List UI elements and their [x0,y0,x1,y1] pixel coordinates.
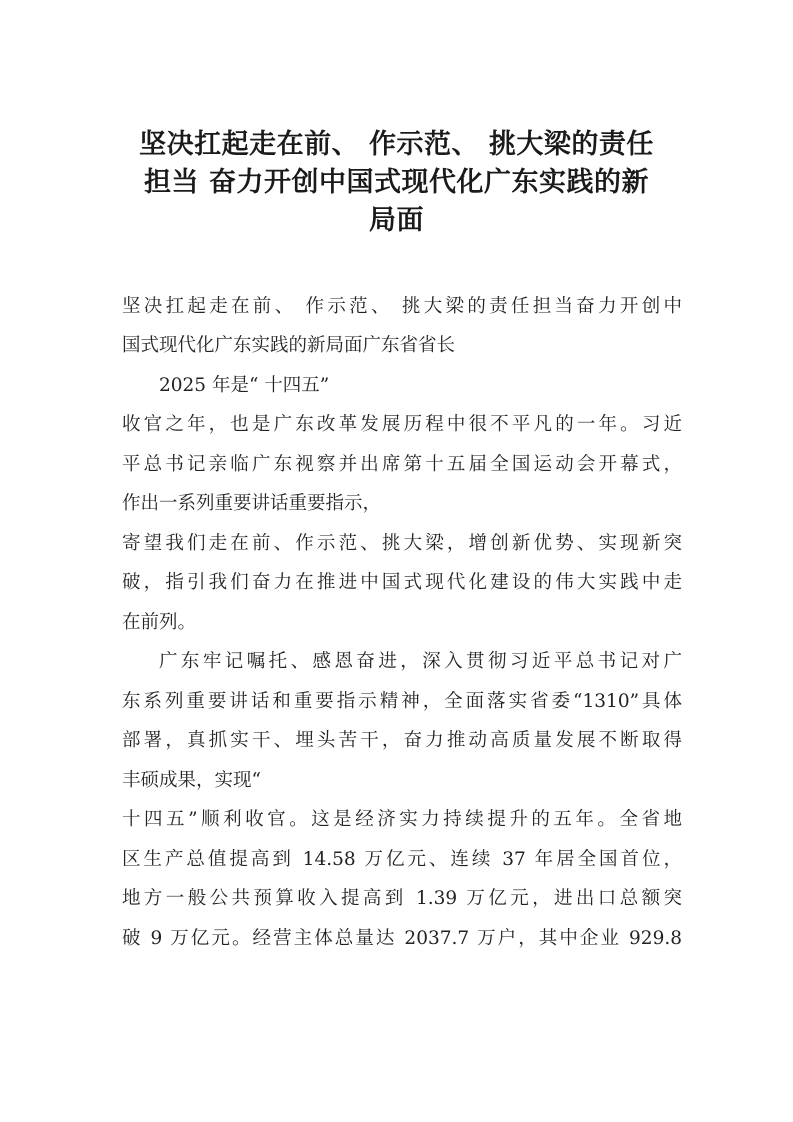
title-line: 坚决扛起走在前、 作示范、 挑大梁的责任 [139,129,654,160]
body-line: 区生产总值提高到 14.58 万亿元、连续 37 年居全国首位， [122,849,682,870]
body-line: 作出一系列重要讲话重要指示， [122,493,382,514]
title-line: 局面 [369,205,424,236]
body-line: 部署，真抓实干、埋头苦干，奋力推动高质量发展不断取得 [122,730,682,751]
body-line: 破，指引我们奋力在推进中国式现代化建设的伟大实践中走 [122,572,682,593]
body-line: 平总书记亲临广东视察并出席第十五届全国运动会开幕式， [122,454,682,475]
body-line: 2025 年是“ 十四五” [159,375,330,396]
body-line: 在前列。 [122,612,197,633]
body-line: 国式现代化广东实践的新局面广东省省长 [122,335,456,356]
body-line: 寄望我们走在前、作示范、挑大梁，增创新优势、实现新突 [122,533,682,554]
document-title [110,126,683,240]
body-line: 地方一般公共预算收入提高到 1.39 万亿元，进出口总额突 [122,888,682,909]
body-line: 坚决扛起走在前、 作示范、 挑大梁的责任担当奋力开创中 [122,296,682,317]
body-line: 十四五”顺利收官。这是经济实力持续提升的五年。全省地 [122,809,682,830]
body-line: 收官之年，也是广东改革发展历程中很不平凡的一年。习近 [122,414,682,435]
title-line: 担当 奋力开创中国式现代化广东实践的新 [144,167,649,198]
body-line: 东系列重要讲话和重要指示精神，全面落实省委“1310”具体 [122,691,682,712]
body-line: 广东牢记嘱托、感恩奋进，深入贯彻习近平总书记对广 [159,651,682,672]
body-line: 丰硕成果，实现“ [122,770,261,791]
body-line: 破 9 万亿元。经营主体总量达 2037.7 万户，其中企业 929.8 [122,928,682,949]
